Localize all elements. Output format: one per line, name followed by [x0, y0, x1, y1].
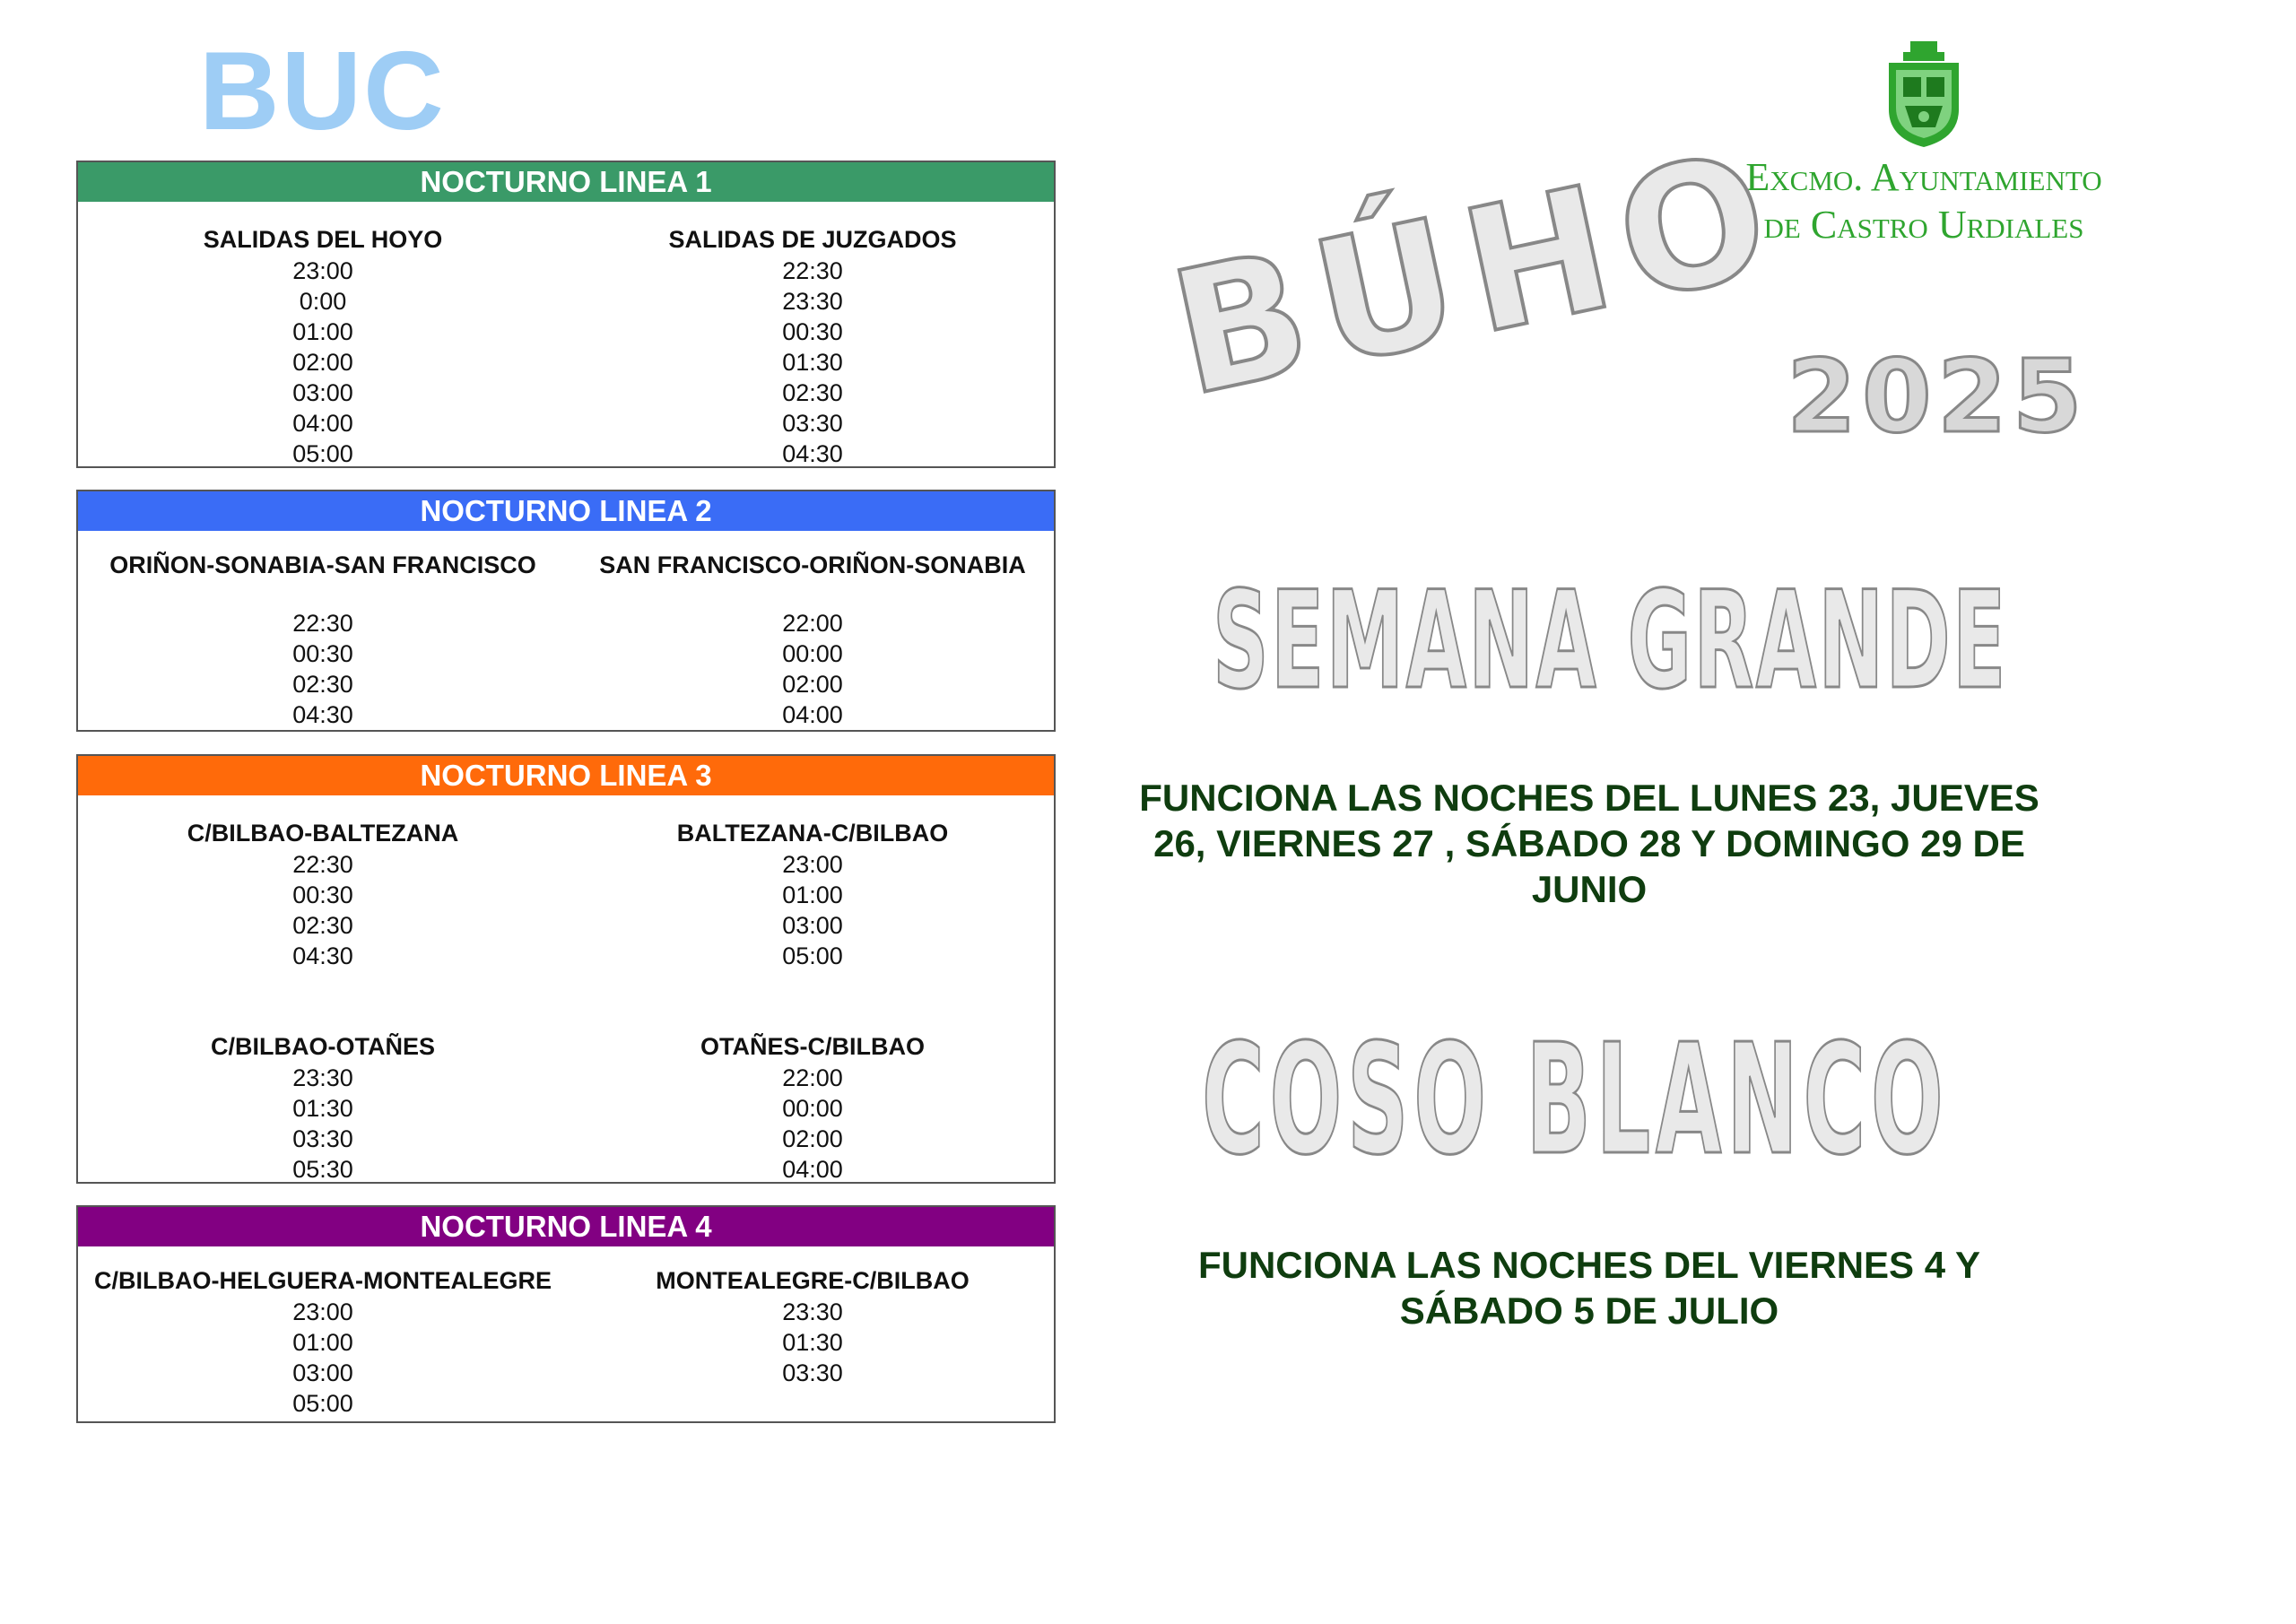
departure-time: 03:00 [292, 1359, 353, 1386]
route-header: MONTEALEGRE-C/BILBAO [656, 1267, 970, 1294]
departure-time: 00:30 [292, 640, 353, 667]
line-2-route-1-right-times [568, 608, 1057, 730]
departure-time: 00:00 [782, 640, 843, 667]
line-3-route-1-right [568, 817, 1057, 971]
departure-time: 0:00 [299, 288, 347, 315]
municipality-line-2: de Castro Urdiales [1763, 202, 2084, 247]
notice-line: FUNCIONA LAS NOCHES DEL LUNES 23, JUEVES [1139, 777, 2039, 819]
line-1-box [76, 161, 1056, 468]
departure-time: 02:30 [782, 379, 843, 406]
route-header: SALIDAS DEL HOYO [203, 226, 443, 253]
coso-blanco-notice [1060, 1242, 2118, 1333]
departure-time: 00:00 [782, 1095, 843, 1122]
departure-time: 03:00 [292, 379, 353, 406]
departure-time: 01:30 [782, 1329, 843, 1356]
departure-time: 04:00 [782, 701, 843, 728]
departure-time: 00:30 [292, 881, 353, 908]
departure-time: 22:30 [292, 610, 353, 637]
line-2-route-1-left [78, 549, 568, 581]
line-3-route-1-left [78, 817, 568, 971]
line-4-box [76, 1205, 1056, 1423]
departure-time: 00:30 [782, 318, 843, 345]
departure-time: 04:00 [782, 1156, 843, 1183]
departure-time: 04:30 [292, 701, 353, 728]
departure-time: 01:30 [292, 1095, 353, 1122]
line-2-box [76, 490, 1056, 732]
departure-time: 02:00 [782, 671, 843, 698]
departure-time: 22:00 [782, 1064, 843, 1091]
line-2-route-1-left-times [78, 608, 568, 730]
departure-time: 04:30 [292, 942, 353, 969]
departure-time: 03:30 [292, 1125, 353, 1152]
route-header: C/BILBAO-BALTEZANA [187, 820, 459, 847]
departure-time: 05:00 [292, 1390, 353, 1417]
municipality-line-1: Excmo. Ayuntamiento [1745, 155, 2102, 199]
line-1-route-1-right [568, 223, 1057, 469]
departure-time: 03:00 [782, 912, 843, 939]
departure-time: 23:00 [292, 257, 353, 284]
route-header: SAN FRANCISCO-ORIÑON-SONABIA [599, 551, 1026, 578]
departure-time: 04:30 [782, 440, 843, 467]
buho-title: BÚHO [1157, 112, 1798, 435]
route-header: ORIÑON-SONABIA-SAN FRANCISCO [109, 551, 536, 578]
departure-time: 04:00 [292, 410, 353, 437]
line-4-title: NOCTURNO LINEA 4 [78, 1207, 1054, 1246]
line-2-title: NOCTURNO LINEA 2 [78, 491, 1054, 531]
departure-time: 01:30 [782, 349, 843, 376]
line-4-route-1-right [568, 1264, 1057, 1388]
departure-time: 22:00 [782, 610, 843, 637]
departure-time: 01:00 [782, 881, 843, 908]
coso-blanco-title: COSO BLANCO [1202, 1012, 1949, 1189]
line-4-route-1-left [78, 1264, 568, 1419]
route-header: BALTEZANA-C/BILBAO [676, 820, 949, 847]
departure-time: 23:30 [782, 288, 843, 315]
notice-line: 26, VIERNES 27 , SÁBADO 28 Y DOMINGO 29 DE [1153, 822, 2025, 864]
departure-time: 22:30 [782, 257, 843, 284]
departure-time: 01:00 [292, 1329, 353, 1356]
departure-time: 23:30 [292, 1064, 353, 1091]
departure-time: 03:30 [782, 410, 843, 437]
departure-time: 22:30 [292, 851, 353, 878]
departure-time: 03:30 [782, 1359, 843, 1386]
line-3-box [76, 754, 1056, 1184]
departure-time: 02:30 [292, 671, 353, 698]
buc-brand: BUC [199, 30, 446, 153]
line-2-route-1-right [568, 549, 1057, 581]
departure-time: 01:00 [292, 318, 353, 345]
line-1-route-1-left [78, 223, 568, 469]
departure-time: 23:00 [292, 1298, 353, 1325]
departure-time: 23:00 [782, 851, 843, 878]
departure-time: 02:00 [782, 1125, 843, 1152]
notice-line: JUNIO [1531, 868, 1648, 910]
notice-line: SÁBADO 5 DE JULIO [1399, 1290, 1779, 1332]
line-3-route-2-left [78, 1030, 568, 1185]
departure-time: 02:30 [292, 912, 353, 939]
line-3-title: NOCTURNO LINEA 3 [78, 756, 1054, 795]
departure-time: 05:00 [782, 942, 843, 969]
departure-time: 02:00 [292, 349, 353, 376]
semana-grande-title: SEMANA GRANDE [1213, 563, 2008, 719]
route-header: C/BILBAO-HELGUERA-MONTEALEGRE [94, 1267, 552, 1294]
notice-line: FUNCIONA LAS NOCHES DEL VIERNES 4 Y [1197, 1244, 1981, 1286]
municipality-name [1731, 154, 2117, 249]
semana-grande-notice [1060, 775, 2118, 912]
year-title: 2025 [1787, 339, 2088, 456]
route-header: SALIDAS DE JUZGADOS [668, 226, 957, 253]
departure-time: 05:00 [292, 440, 353, 467]
route-header: OTAÑES-C/BILBAO [700, 1033, 925, 1060]
coat-of-arms-icon [1883, 41, 1964, 149]
departure-time: 05:30 [292, 1156, 353, 1183]
line-1-title: NOCTURNO LINEA 1 [78, 162, 1054, 202]
route-header: C/BILBAO-OTAÑES [211, 1033, 435, 1060]
departure-time: 23:30 [782, 1298, 843, 1325]
line-3-route-2-right [568, 1030, 1057, 1185]
